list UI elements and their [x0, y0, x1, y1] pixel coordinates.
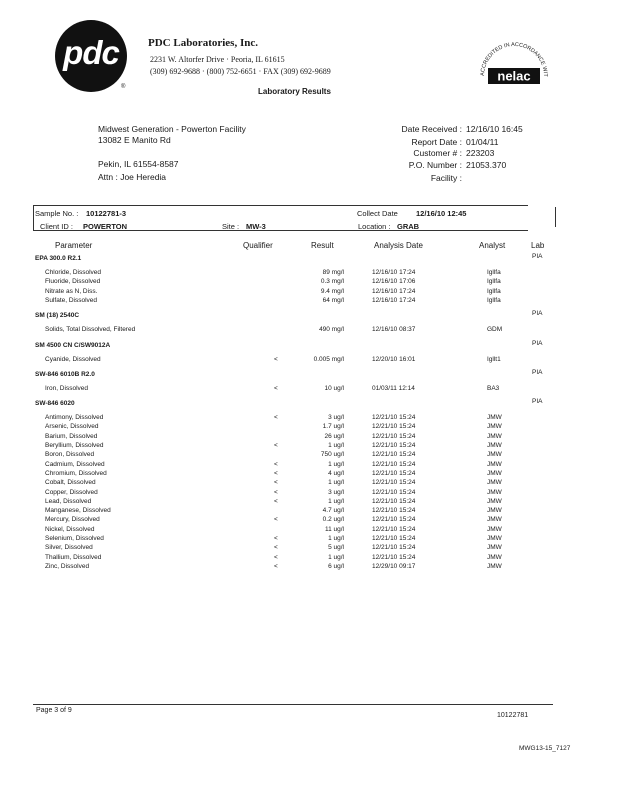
- report-field-label: Facility :: [430, 173, 462, 183]
- lab-code: PIA: [532, 398, 543, 406]
- analysis-date-cell: 12/21/10 15:24: [372, 535, 416, 542]
- col-analysis-date: Analysis Date: [374, 241, 423, 250]
- parameter-cell: Thallium, Dissolved: [45, 553, 102, 561]
- parameter-cell: Cadmium, Dissolved: [45, 460, 105, 468]
- client-id-label: Client ID :: [40, 222, 73, 231]
- parameter-cell: Sulfate, Dissolved: [45, 296, 98, 304]
- analysis-date-cell: 12/21/10 15:24: [372, 497, 416, 505]
- document-id: MWG13-15_7127: [519, 745, 571, 752]
- report-field-value: 223203: [466, 148, 495, 158]
- parameter-cell: Boron, Dissolved: [45, 451, 95, 459]
- table-row: [0, 563, 618, 572]
- table-row: [0, 278, 618, 287]
- result-cell: 5 ug/l: [328, 544, 344, 552]
- lab-code: PIA: [532, 253, 543, 260]
- table-row: [0, 479, 618, 488]
- qualifier-cell: <: [274, 479, 278, 487]
- client-city: Pekin, IL 61554-8587: [98, 159, 179, 169]
- result-cell: 0.3 mg/l: [320, 278, 344, 286]
- analyst-cell: Igllt1: [487, 355, 501, 363]
- table-row: [0, 470, 618, 479]
- seal-arc-text: ACCREDITED IN ACCORDANCE WIT: [479, 41, 549, 77]
- result-cell: 64 mg/l: [322, 296, 344, 304]
- table-row: [0, 288, 618, 297]
- analysis-date-cell: 12/21/10 15:24: [372, 544, 416, 552]
- analysis-date-cell: 12/21/10 15:24: [372, 507, 416, 515]
- analysis-date-cell: 12/16/10 17:24: [372, 269, 416, 276]
- company-name: PDC Laboratories, Inc.: [148, 37, 258, 49]
- col-lab: Lab: [531, 241, 545, 250]
- analyst-cell: JMW: [487, 432, 502, 440]
- result-cell: 89 mg/l: [322, 269, 344, 276]
- qualifier-cell: <: [274, 488, 278, 496]
- analysis-date-cell: 12/16/10 17:06: [372, 278, 416, 286]
- qualifier-cell: <: [274, 442, 278, 449]
- col-analyst: Analyst: [479, 241, 506, 250]
- result-cell: 750 ug/l: [320, 451, 344, 459]
- registered-mark: ®: [121, 84, 126, 90]
- result-cell: 1 ug/l: [328, 497, 344, 505]
- result-cell: 10 ug/l: [324, 384, 344, 392]
- analysis-date-cell: 12/16/10 17:24: [372, 296, 416, 304]
- analysis-date-cell: 12/21/10 15:24: [372, 553, 416, 561]
- qualifier-cell: <: [274, 553, 278, 561]
- result-cell: 1.7 ug/l: [322, 423, 344, 431]
- parameter-cell: Chromium, Dissolved: [45, 469, 107, 477]
- footer-rule: [33, 704, 553, 705]
- result-cell: 4 ug/l: [328, 469, 344, 477]
- page-title: Laboratory Results: [258, 87, 331, 96]
- method-heading: SW-846 6010B R2.0: [35, 370, 95, 378]
- client-name: Midwest Generation - Powerton Facility: [98, 124, 246, 134]
- parameter-cell: Fluoride, Dissolved: [45, 278, 101, 286]
- analysis-date-cell: 12/21/10 15:24: [372, 423, 416, 431]
- table-row: [0, 297, 618, 306]
- collect-date: 12/16/10 12:45: [416, 209, 467, 218]
- result-cell: 11 ug/l: [324, 525, 344, 533]
- result-cell: 6 ug/l: [328, 562, 344, 570]
- parameter-cell: Iron, Dissolved: [45, 384, 88, 392]
- analyst-cell: JMW: [487, 488, 502, 496]
- report-field-value: 12/16/10 16:45: [466, 124, 523, 134]
- analyst-cell: JMW: [487, 507, 502, 515]
- parameter-cell: Mercury, Dissolved: [45, 516, 100, 524]
- report-field-label: Customer # :: [413, 148, 462, 158]
- analysis-date-cell: 12/21/10 15:24: [372, 479, 416, 487]
- parameter-cell: Selenium, Dissolved: [45, 535, 104, 542]
- table-row: [0, 385, 618, 394]
- lab-code: PIA: [532, 310, 543, 318]
- result-cell: 4.7 ug/l: [322, 507, 344, 515]
- location-label: Location :: [358, 222, 391, 231]
- client-id: POWERTON: [83, 222, 128, 231]
- qualifier-cell: <: [274, 544, 278, 552]
- analysis-date-cell: 12/21/10 15:24: [372, 442, 416, 449]
- qualifier-cell: <: [274, 384, 278, 392]
- location-value: GRAB: [397, 222, 420, 231]
- analyst-cell: BA3: [487, 384, 500, 392]
- analyst-cell: Igllfa: [487, 278, 501, 286]
- analysis-date-cell: 12/21/10 15:24: [372, 460, 416, 468]
- analyst-cell: Igllfa: [487, 269, 501, 276]
- result-cell: 26 ug/l: [324, 432, 344, 440]
- table-row: [0, 526, 618, 535]
- analyst-cell: JMW: [487, 414, 502, 422]
- sample-no-label: Sample No. :: [35, 209, 79, 218]
- report-field-value: 01/04/11: [466, 137, 499, 147]
- parameter-cell: Solids, Total Dissolved, Filtered: [45, 326, 136, 334]
- parameter-cell: Cobalt, Dissolved: [45, 479, 96, 487]
- parameter-cell: Nitrate as N, Diss.: [45, 287, 98, 295]
- analyst-cell: GDM: [487, 326, 503, 334]
- scan-edge-mark: [555, 207, 556, 227]
- table-row: [0, 461, 618, 470]
- sample-box-left: [33, 205, 34, 230]
- analysis-date-cell: 12/29/10 09:17: [372, 562, 416, 570]
- nelac-seal-icon: [474, 32, 554, 98]
- parameter-cell: Zinc, Dissolved: [45, 562, 90, 570]
- analysis-date-cell: 12/21/10 15:24: [372, 414, 416, 422]
- analyst-cell: JMW: [487, 562, 502, 570]
- parameter-cell: Antimony, Dissolved: [45, 414, 104, 422]
- table-row: [0, 433, 618, 442]
- parameter-cell: Beryllium, Dissolved: [45, 442, 104, 449]
- report-field-label: Report Date :: [411, 137, 462, 147]
- analyst-cell: Igllfa: [487, 287, 501, 295]
- sample-box-top: [33, 205, 528, 206]
- result-cell: 0.2 ug/l: [322, 516, 344, 524]
- table-row: [0, 356, 618, 365]
- analyst-cell: JMW: [487, 525, 502, 533]
- result-cell: 490 mg/l: [319, 326, 344, 334]
- table-row: [0, 414, 618, 423]
- parameter-cell: Copper, Dissolved: [45, 488, 98, 496]
- col-parameter: Parameter: [55, 241, 93, 250]
- result-cell: 1 ug/l: [328, 535, 344, 542]
- analyst-cell: JMW: [487, 479, 502, 487]
- qualifier-cell: <: [274, 469, 278, 477]
- client-attn: Attn : Joe Heredia: [98, 172, 167, 182]
- analyst-cell: JMW: [487, 423, 502, 431]
- analysis-date-cell: 12/21/10 15:24: [372, 525, 416, 533]
- analysis-date-cell: 12/16/10 08:37: [372, 326, 416, 334]
- result-cell: 1 ug/l: [328, 460, 344, 468]
- col-result: Result: [311, 241, 334, 250]
- qualifier-cell: <: [274, 535, 278, 542]
- table-row: [0, 507, 618, 516]
- analyst-cell: JMW: [487, 516, 502, 524]
- site-label: Site :: [222, 222, 240, 231]
- qualifier-cell: <: [274, 460, 278, 468]
- table-row: [0, 498, 618, 507]
- col-qualifier: Qualifier: [243, 241, 273, 250]
- page-number: Page 3 of 9: [36, 707, 72, 714]
- report-field-label: Date Received :: [401, 124, 462, 134]
- lab-code: PIA: [532, 368, 543, 376]
- table-row: [0, 544, 618, 553]
- method-heading: SW-846 6020: [35, 400, 75, 408]
- table-row: [0, 326, 618, 335]
- analysis-date-cell: 12/21/10 15:24: [372, 432, 416, 440]
- analyst-cell: JMW: [487, 469, 502, 477]
- lab-code: PIA: [532, 339, 543, 347]
- analyst-cell: JMW: [487, 442, 502, 449]
- qualifier-cell: <: [274, 562, 278, 570]
- qualifier-cell: <: [274, 497, 278, 505]
- report-field-value: 21053.370: [466, 160, 507, 170]
- company-phone: (309) 692-9688 · (800) 752-6651 · FAX (309) 692-9689: [150, 67, 331, 76]
- table-row: [0, 489, 618, 498]
- collect-date-label: Collect Date: [357, 209, 398, 218]
- result-cell: 9.4 mg/l: [320, 287, 344, 295]
- parameter-cell: Barium, Dissolved: [45, 432, 98, 440]
- analyst-cell: JMW: [487, 553, 502, 561]
- method-heading: EPA 300.0 R2.1: [35, 255, 82, 262]
- analysis-date-cell: 12/16/10 17:24: [372, 287, 416, 295]
- analyst-cell: JMW: [487, 497, 502, 505]
- result-cell: 1 ug/l: [328, 442, 344, 449]
- analysis-date-cell: 12/21/10 15:24: [372, 469, 416, 477]
- analyst-cell: JMW: [487, 544, 502, 552]
- qualifier-cell: <: [274, 414, 278, 422]
- analysis-date-cell: 12/21/10 15:24: [372, 488, 416, 496]
- parameter-cell: Nickel, Dissolved: [45, 525, 95, 533]
- site-value: MW-3: [246, 222, 266, 231]
- method-heading: SM 4500 CN C/SW9012A: [35, 341, 111, 349]
- method-heading: SM (18) 2540C: [35, 312, 80, 320]
- table-row: [0, 442, 618, 451]
- table-row: [0, 269, 618, 278]
- logo-text: pdc: [63, 34, 119, 71]
- result-cell: 3 ug/l: [328, 414, 344, 422]
- parameter-cell: Cyanide, Dissolved: [45, 355, 101, 363]
- table-row: [0, 516, 618, 525]
- analysis-date-cell: 01/03/11 12:14: [372, 384, 415, 392]
- pdc-logo: [55, 20, 127, 92]
- company-address: 2231 W. Altorfer Drive · Peoria, IL 61615: [150, 55, 285, 64]
- seal-label: nelac: [497, 68, 531, 84]
- analysis-date-cell: 12/21/10 15:24: [372, 451, 416, 459]
- result-cell: 3 ug/l: [328, 488, 344, 496]
- qualifier-cell: <: [274, 355, 278, 363]
- qualifier-cell: <: [274, 516, 278, 524]
- result-cell: 0.005 mg/l: [313, 355, 344, 363]
- result-cell: 1 ug/l: [328, 553, 344, 561]
- analysis-date-cell: 12/21/10 15:24: [372, 516, 416, 524]
- sample-no: 10122781-3: [86, 209, 127, 218]
- parameter-cell: Silver, Dissolved: [45, 544, 93, 552]
- parameter-cell: Chloride, Dissolved: [45, 269, 101, 276]
- table-row: [0, 554, 618, 563]
- analyst-cell: JMW: [487, 460, 502, 468]
- table-row: [0, 423, 618, 432]
- parameter-cell: Manganese, Dissolved: [45, 507, 111, 515]
- report-field-label: P.O. Number :: [408, 160, 462, 170]
- analysis-date-cell: 12/20/10 16:01: [372, 355, 416, 363]
- report-number: 10122781: [497, 712, 529, 719]
- table-row: [0, 451, 618, 460]
- parameter-cell: Lead, Dissolved: [45, 497, 92, 505]
- analyst-cell: Igllfa: [487, 296, 501, 304]
- parameter-cell: Arsenic, Dissolved: [45, 423, 99, 431]
- client-street: 13082 E Manito Rd: [98, 135, 171, 145]
- analyst-cell: JMW: [487, 451, 502, 459]
- table-row: [0, 535, 618, 544]
- analyst-cell: JMW: [487, 535, 502, 542]
- result-cell: 1 ug/l: [328, 479, 344, 487]
